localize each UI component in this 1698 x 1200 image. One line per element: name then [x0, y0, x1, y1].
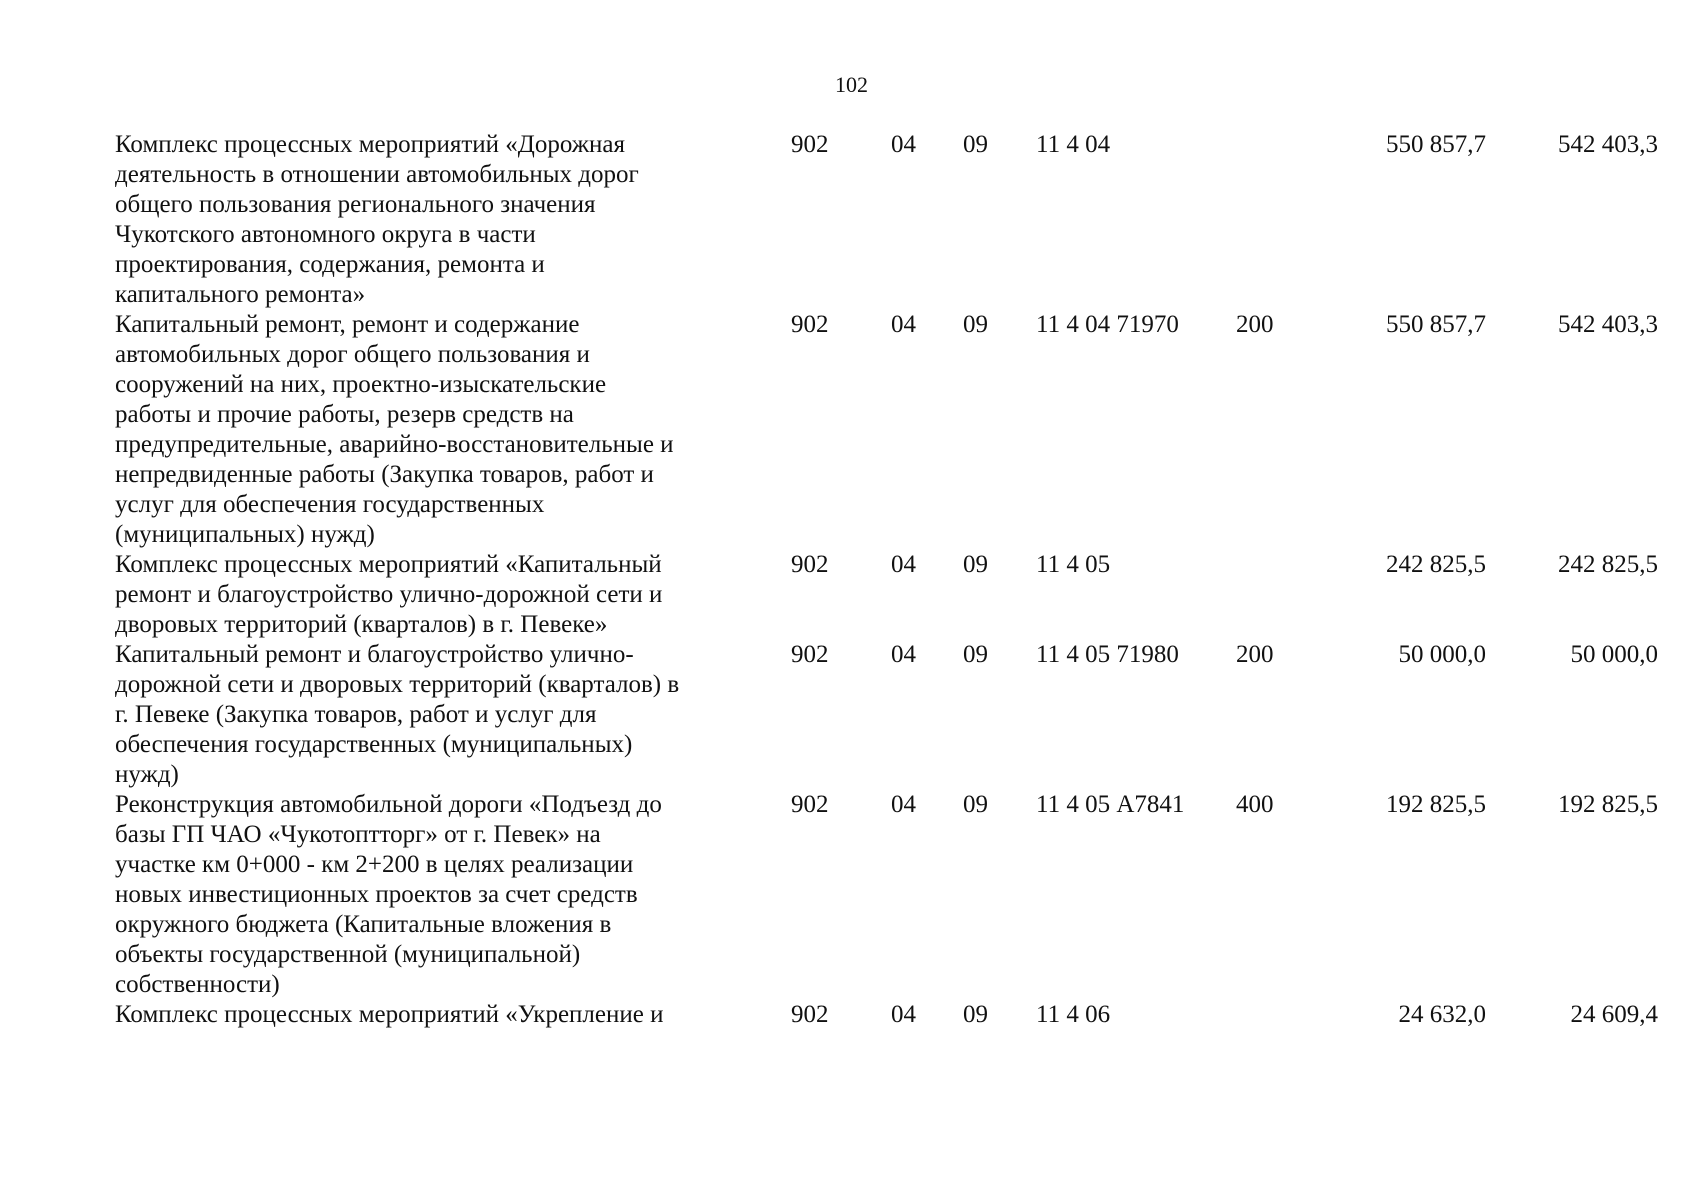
description-line: Чукотского автономного округа в части [115, 221, 536, 248]
description-line: Комплекс процессных мероприятий «Капитальный [115, 551, 662, 578]
target-article-code: 11 4 05 [1036, 551, 1111, 578]
description-line: дорожной сети и дворовых территорий (кварталов) в [115, 671, 680, 698]
description-line: Капитальный ремонт и благоустройство улично- [115, 641, 634, 668]
description-line: ремонт и благоустройство улично-дорожной сети и [115, 581, 663, 608]
amount-year-2: 542 403,3 [1558, 311, 1658, 338]
description-line: Комплекс процессных мероприятий «Дорожная [115, 131, 625, 158]
section-code: 04 [891, 641, 916, 668]
row-description [115, 790, 765, 1000]
description-line: дворовых территорий (кварталов) в г. Певеке» [115, 611, 608, 638]
description-line: участке км 0+000 - км 2+200 в целях реализации [115, 851, 634, 878]
description-line: собственности) [115, 971, 280, 998]
target-article-code: 11 4 05 А7841 [1036, 791, 1185, 818]
section-code: 04 [891, 791, 916, 818]
amount-year-1: 50 000,0 [1398, 641, 1486, 668]
budget-table [0, 130, 1698, 1030]
ved-code: 902 [791, 1001, 829, 1028]
description-line: окружного бюджета (Капитальные вложения в [115, 911, 612, 938]
description-line: деятельность в отношении автомобильных дорог [115, 161, 639, 188]
target-article-code: 11 4 04 [1036, 131, 1111, 158]
description-line: общего пользования регионального значения [115, 191, 596, 218]
description-line: услуг для обеспечения государственных [115, 491, 545, 518]
table-row [0, 1000, 1698, 1030]
description-line: предупредительные, аварийно-восстановительные и [115, 431, 674, 458]
target-article-code: 11 4 06 [1036, 1001, 1111, 1028]
description-line: объекты государственной (муниципальной) [115, 941, 581, 968]
ved-code: 902 [791, 551, 829, 578]
description-line: сооружений на них, проектно-изыскательские [115, 371, 607, 398]
table-row [0, 130, 1698, 310]
amount-year-1: 550 857,7 [1386, 131, 1486, 158]
amount-year-1: 24 632,0 [1398, 1001, 1486, 1028]
amount-year-2: 192 825,5 [1558, 791, 1658, 818]
description-line: работы и прочие работы, резерв средств на [115, 401, 574, 428]
expense-type-code: 200 [1236, 641, 1274, 668]
description-line: Реконструкция автомобильной дороги «Подъезд до [115, 791, 662, 818]
amount-year-2: 24 609,4 [1570, 1001, 1658, 1028]
expense-type-code: 200 [1236, 311, 1274, 338]
amount-year-2: 50 000,0 [1570, 641, 1658, 668]
target-article-code: 11 4 04 71970 [1036, 311, 1179, 338]
section-code: 04 [891, 1001, 916, 1028]
description-line: автомобильных дорог общего пользования и [115, 341, 590, 368]
description-line: новых инвестиционных проектов за счет средств [115, 881, 638, 908]
description-line: проектирования, содержания, ремонта и [115, 251, 545, 278]
subsection-code: 09 [963, 311, 988, 338]
description-line: нужд) [115, 761, 179, 788]
section-code: 04 [891, 551, 916, 578]
amount-year-1: 192 825,5 [1386, 791, 1486, 818]
ved-code: 902 [791, 641, 829, 668]
table-row [0, 640, 1698, 790]
ved-code: 902 [791, 131, 829, 158]
description-line: капитального ремонта» [115, 281, 366, 308]
amount-year-2: 542 403,3 [1558, 131, 1658, 158]
row-description [115, 130, 765, 310]
description-line: базы ГП ЧАО «Чукотоптторг» от г. Певек» на [115, 821, 601, 848]
description-line: (муниципальных) нужд) [115, 521, 375, 548]
description-line: обеспечения государственных (муниципальных) [115, 731, 633, 758]
subsection-code: 09 [963, 551, 988, 578]
table-row [0, 790, 1698, 1000]
ved-code: 902 [791, 311, 829, 338]
subsection-code: 09 [963, 131, 988, 158]
amount-year-1: 550 857,7 [1386, 311, 1486, 338]
row-description [115, 640, 765, 790]
description-line: Комплекс процессных мероприятий «Укрепление и [115, 1001, 664, 1028]
page-number-text: 102 [835, 72, 868, 97]
subsection-code: 09 [963, 791, 988, 818]
description-line: г. Певеке (Закупка товаров, работ и услуг для [115, 701, 597, 728]
description-line: Капитальный ремонт, ремонт и содержание [115, 311, 580, 338]
row-description [115, 1000, 765, 1030]
amount-year-1: 242 825,5 [1386, 551, 1486, 578]
ved-code: 902 [791, 791, 829, 818]
subsection-code: 09 [963, 1001, 988, 1028]
subsection-code: 09 [963, 641, 988, 668]
expense-type-code: 400 [1236, 791, 1274, 818]
description-line: непредвиденные работы (Закупка товаров, работ и [115, 461, 654, 488]
section-code: 04 [891, 311, 916, 338]
row-description [115, 550, 765, 640]
row-description [115, 310, 765, 550]
table-row [0, 550, 1698, 640]
section-code: 04 [891, 131, 916, 158]
amount-year-2: 242 825,5 [1558, 551, 1658, 578]
table-row [0, 310, 1698, 550]
target-article-code: 11 4 05 71980 [1036, 641, 1179, 668]
